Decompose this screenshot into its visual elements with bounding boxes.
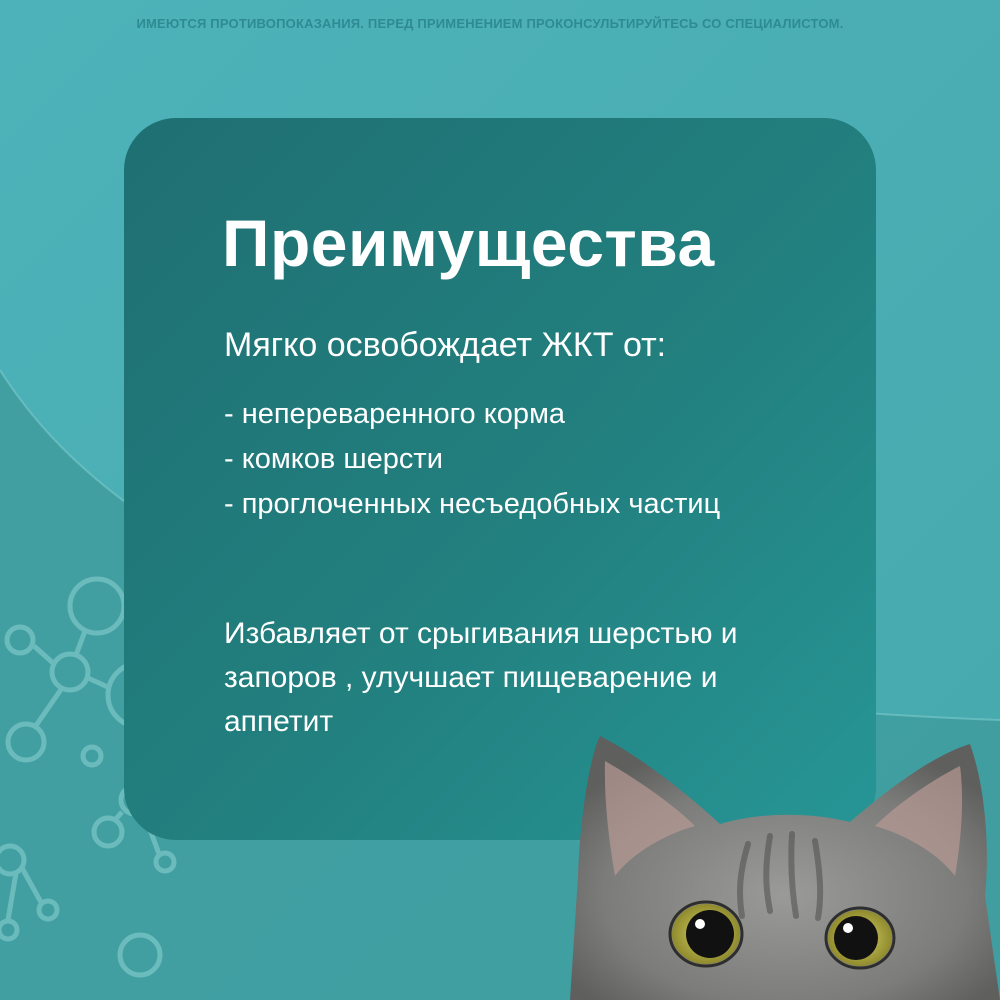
disclaimer-text: ИМЕЮТСЯ ПРОТИВОПОКАЗАНИЯ. ПЕРЕД ПРИМЕНЕНИЕМ ПРОКОНСУЛЬТИРУЙТЕСЬ СО СПЕЦИАЛИСТОМ. <box>136 16 844 31</box>
list-item: - проглоченных несъедобных частиц <box>224 488 721 520</box>
card-subtitle: Мягко освобождает ЖКТ от: <box>224 326 667 364</box>
benefit-paragraph: Избавляет от срыгивания шерстью и запоров , улучшает пищеварение и аппетит <box>224 617 738 738</box>
cat-photo <box>560 726 1000 1000</box>
benefit-list <box>224 392 744 527</box>
card-title: Преимущества <box>222 206 715 280</box>
list-item: - непереваренного корма <box>224 398 566 430</box>
list-item: - комков шерсти <box>224 443 443 475</box>
